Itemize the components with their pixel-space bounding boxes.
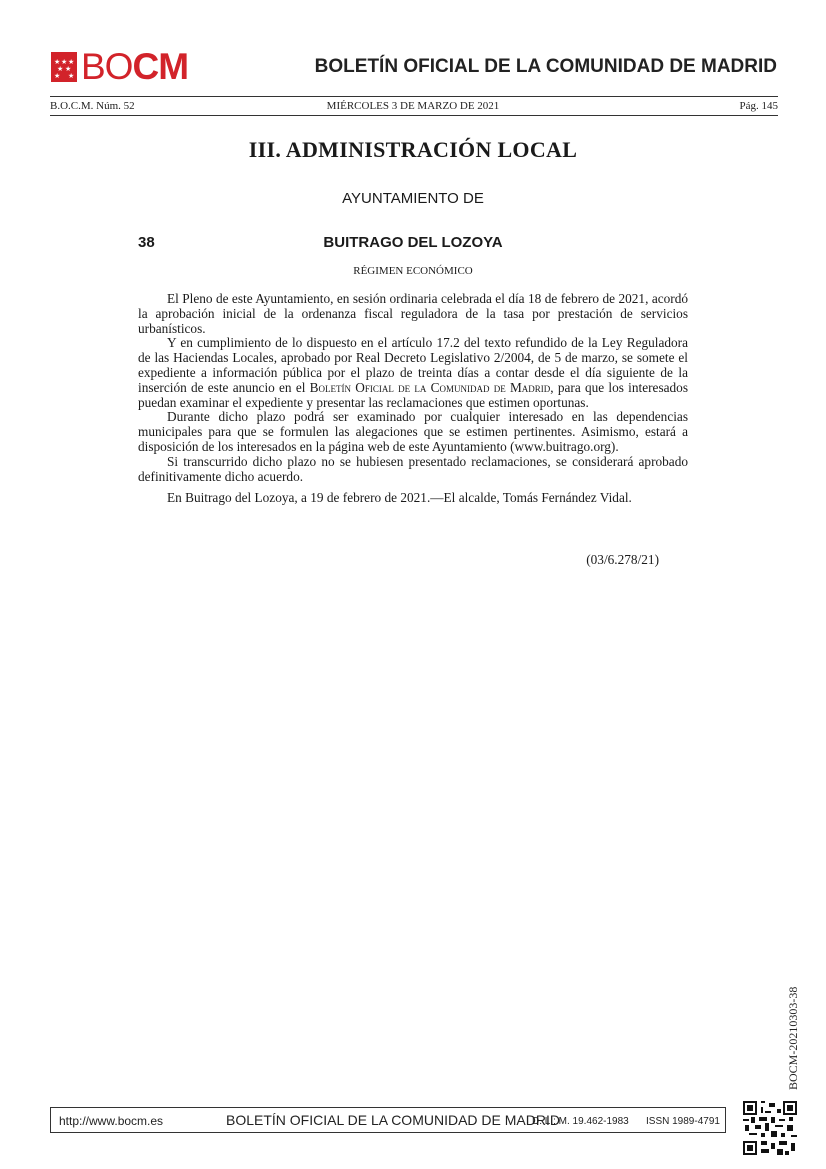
entity-heading: AYUNTAMIENTO DE xyxy=(342,190,484,207)
municipality-heading: BUITRAGO DEL LOZOYA xyxy=(323,234,503,251)
section-title: III. ADMINISTRACIÓN LOCAL xyxy=(248,137,578,162)
header-bottom-rule xyxy=(50,115,778,116)
paragraph-2: Y en cumplimiento de lo dispuesto en el artículo 17.2 del texto refundido de la Ley Reguladora de las Haciendas Locales, aprobado por Real Decreto Legislativo 2/2004, de 5 de marzo, se somete el expediente a información pública por el plazo de treinta días a contar desde el día siguiente de la inserción de este anuncio en el Boletín Oficial de la Comunidad de Madrid, para que los interesados puedan examinar el expediente y presentar las reclamaciones que estimen oportunas. xyxy=(138,335,688,410)
madrid-flag-icon xyxy=(51,52,77,82)
signature: En Buitrago del Lozoya, a 19 de febrero de 2021.—El alcalde, Tomás Fernández Vidal. xyxy=(167,490,632,506)
footer-url[interactable]: http://www.bocm.es xyxy=(59,1114,164,1128)
paragraph-3: Durante dicho plazo podrá ser examinado por cualquier interesado en las dependencias municipales para que se formulen las alegaciones que se estimen pertinentes. Asimismo, estará a disposición de los interesados en la página web de este Ayuntamiento (www.buitrago.org). xyxy=(138,409,688,454)
flag-star-icon: ★ xyxy=(54,58,61,66)
bocm-logo xyxy=(51,46,189,87)
paragraph-4: Si transcurrido dicho plazo no se hubiesen presentado reclamaciones, se considerará aprobado definitivamente dicho acuerdo. xyxy=(138,453,688,484)
issue-date: MIÉRCOLES 3 DE MARZO DE 2021 xyxy=(326,100,500,112)
flag-star-icon: ★ xyxy=(54,72,61,80)
logo-wordmark: BOCM xyxy=(81,46,189,87)
announcement-body xyxy=(138,292,688,506)
announcement-reference: (03/6.278/21) xyxy=(586,552,659,567)
issue-number: B.O.C.M. Núm. 52 xyxy=(50,100,135,112)
page-number: Pág. 145 xyxy=(739,100,778,112)
header-title: BOLETÍN OFICIAL DE LA COMUNIDAD DE MADRID xyxy=(314,56,777,77)
bocm-code: BOCM-20210303-38 xyxy=(786,986,800,1090)
header-top-rule xyxy=(50,96,778,97)
bocm-name: Boletín Oficial de la Comunidad de Madrid xyxy=(309,379,551,395)
subsection-heading: RÉGIMEN ECONÓMICO xyxy=(353,265,473,277)
flag-star-icon: ★ xyxy=(57,65,64,73)
flag-star-icon: ★ xyxy=(68,58,75,66)
qr-code-icon xyxy=(743,1101,797,1155)
footer-issn: ISSN 1989-4791 xyxy=(646,1116,720,1127)
flag-star-icon: ★ xyxy=(68,72,75,80)
footer-title: BOLETÍN OFICIAL DE LA COMUNIDAD DE MADRID xyxy=(226,1112,560,1128)
paragraph-1: El Pleno de este Ayuntamiento, en sesión ordinaria celebrada el día 18 de febrero de 2021, acordó la aprobación inicial de la ordenanza fiscal reguladora de la tasa por prestación de servicios urbanísticos. xyxy=(138,291,688,336)
flag-star-icon: ★ xyxy=(65,65,72,73)
footer-legal-deposit: D. L.: M. 19.462-1983 xyxy=(532,1116,629,1127)
flag-star-icon: ★ xyxy=(61,58,68,66)
announcement-number: 38 xyxy=(138,234,155,251)
